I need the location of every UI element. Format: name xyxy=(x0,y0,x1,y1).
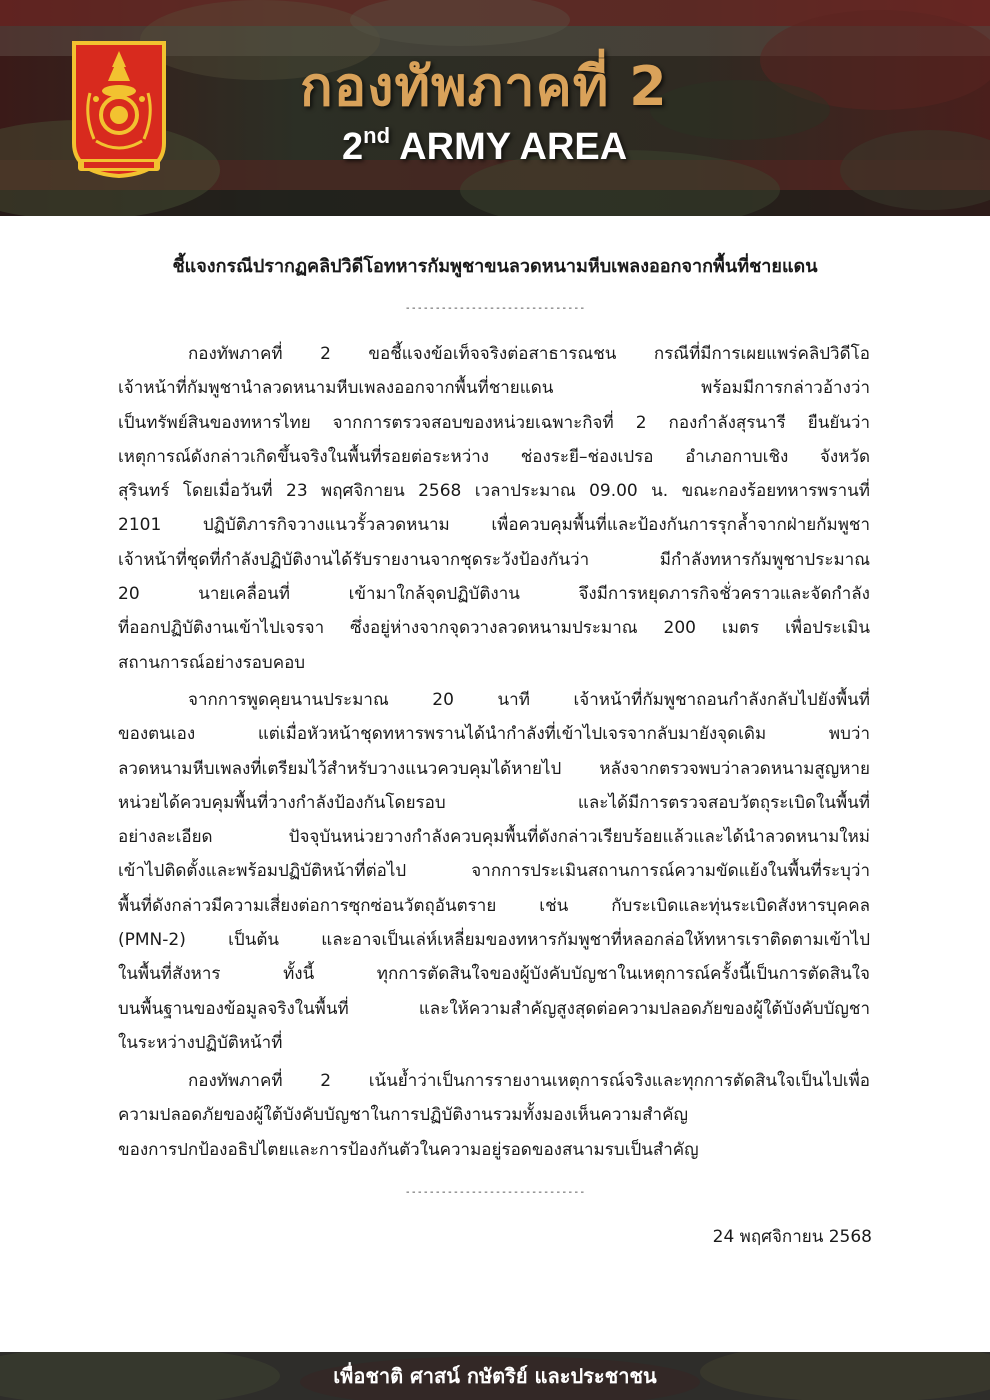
paragraph-line: สถานการณ์อย่างรอบคอบ xyxy=(118,652,306,673)
paragraph-line: ในพื้นที่สังหาร ทั้งนี้ ทุกการตัดสินใจของผู้บังคับบัญชาในเหตุการณ์ครั้งนี้เป็นการตัดสินใจ xyxy=(118,964,870,985)
paragraph-line: เจ้าหน้าที่กัมพูชานำลวดหนามหีบเพลงออกจากพื้นที่ชายแดน พร้อมมีการกล่าวอ้างว่า xyxy=(118,378,870,399)
paragraph-line: ของการปกป้องอธิปไตยและการป้องกันตัวในความอยู่รอดของสนามรบเป็นสำคัญ xyxy=(118,1139,699,1160)
paragraph-line: ลวดหนามหีบเพลงที่เตรียมไว้สำหรับวางแนวควบคุมได้หายไป หลังจากตรวจพบว่าลวดหนามสูญหาย xyxy=(118,758,870,779)
header-title-thai: กองทัพภาคที่ 2 xyxy=(300,55,668,118)
paragraph-1 xyxy=(118,337,870,680)
paragraph-line: ที่ออกปฏิบัติงานเข้าไปเจรจา ซึ่งอยู่ห่างจากจุดวางลวดหนามประมาณ 200 เมตร เพื่อประเมิน xyxy=(118,618,870,639)
paragraph-line: เป็นทรัพย์สินของทหารไทย จากการตรวจสอบของหน่วยเฉพาะกิจที่ 2 กองกำลังสุรนารี ยืนยันว่า xyxy=(118,412,870,433)
paragraph-line: หน่วยได้ควบคุมพื้นที่วางกำลังป้องกันโดยรอบ และได้มีการตรวจสอบวัตถุระเบิดในพื้นที่ xyxy=(118,792,870,813)
paragraph-line: พื้นที่ดังกล่าวมีความเสี่ยงต่อการซุกซ่อนวัตถุอันตราย เช่น กับระเบิดและทุ่นระเบิดสังหารบุคคล xyxy=(118,895,870,916)
paragraph-2 xyxy=(118,683,870,1060)
footer-motto: เพื่อชาติ ศาสน์ กษัตริย์ และประชาชน xyxy=(333,1364,657,1388)
paragraph-line: 2101 ปฏิบัติภารกิจวางแนวรั้วลวดหนาม เพื่อควบคุมพื้นที่และป้องกันการรุกล้ำจากฝ่ายกัมพูชา xyxy=(118,515,870,536)
paragraph-line: 20 นายเคลื่อนที่ เข้ามาใกล้จุดปฏิบัติงาน จึงมีการหยุดภารกิจชั่วคราวและจัดกำลัง xyxy=(118,584,870,605)
paragraph-line: เข้าไปติดตั้งและพร้อมปฏิบัติหน้าที่ต่อไป จากการประเมินสถานการณ์ความขัดแย้งในพื้นที่ระบุว่า xyxy=(118,861,870,882)
document-date: 24 พฤศจิกายน 2568 xyxy=(712,1227,872,1247)
royal-thai-army-emblem-icon xyxy=(70,33,168,179)
paragraph-line: ในระหว่างปฏิบัติหน้าที่ xyxy=(118,1032,283,1053)
header-title-english-rest: ARMY AREA xyxy=(390,126,628,168)
document-title: ชี้แจงกรณีปรากฏคลิปวิดีโอทหารกัมพูชาขนลวดหนามหีบเพลงออกจากพื้นที่ชายแดน xyxy=(172,256,818,277)
divider-top: ------------------------------ xyxy=(404,303,586,314)
paragraph-line: สุรินทร์ โดยเมื่อวันที่ 23 พฤศจิกายน 2568 เวลาประมาณ 09.00 น. ขณะกองร้อยทหารพรานที่ xyxy=(118,481,870,502)
header-title-english-suffix: nd xyxy=(363,123,391,148)
header-banner xyxy=(0,0,990,216)
paragraph-line: กองทัพภาคที่ 2 ขอชี้แจงข้อเท็จจริงต่อสาธารณชน กรณีที่มีการเผยแพร่คลิปวิดีโอ xyxy=(188,344,870,364)
paragraph-3 xyxy=(118,1064,870,1167)
paragraph-line: เหตุการณ์ดังกล่าวเกิดขึ้นจริงในพื้นที่รอยต่อระหว่าง ช่องระยี–ช่องเปรอ อำเภอกาบเชิง จังหวัด xyxy=(118,446,870,467)
paragraph-line: เจ้าหน้าที่ชุดที่กำลังปฏิบัติงานได้รับรายงานจากชุดระวังป้องกันว่า มีกำลังทหารกัมพูชาประมาณ xyxy=(118,549,870,570)
paragraph-line: บนพื้นฐานของข้อมูลจริงในพื้นที่ และให้ความสำคัญสูงสุดต่อความปลอดภัยของผู้ใต้บังคับบัญชา xyxy=(118,998,870,1019)
footer-banner xyxy=(0,1352,990,1400)
header-title-english xyxy=(342,122,672,172)
paragraph-line: ของตนเอง แต่เมื่อหัวหน้าชุดทหารพรานได้นำกำลังที่เข้าไปเจรจากลับมายังจุดเดิม พบว่า xyxy=(118,724,870,745)
header-title-english-number: 2 xyxy=(342,126,364,168)
paragraph-line: (PMN-2) เป็นต้น และอาจเป็นเล่ห์เหลี่ยมของทหารกัมพูชาที่หลอกล่อให้ทหารเราติดตามเข้าไป xyxy=(118,930,870,951)
paragraph-line: จากการพูดคุยนานประมาณ 20 นาที เจ้าหน้าที่กัมพูชาถอนกำลังกลับไปยังพื้นที่ xyxy=(188,690,870,710)
paragraph-line: ความปลอดภัยของผู้ใต้บังคับบัญชาในการปฏิบัติงานรวมทั้งมองเห็นความสำคัญ xyxy=(118,1105,688,1126)
divider-bottom: ------------------------------ xyxy=(404,1187,586,1198)
paragraph-line: กองทัพภาคที่ 2 เน้นย้ำว่าเป็นการรายงานเหตุการณ์จริงและทุกการตัดสินใจเป็นไปเพื่อ xyxy=(188,1071,870,1091)
paragraph-line: อย่างละเอียด ปัจจุบันหน่วยวางกำลังควบคุมพื้นที่ดังกล่าวเรียบร้อยแล้วและได้นำลวดหนามใหม่ xyxy=(118,827,870,848)
